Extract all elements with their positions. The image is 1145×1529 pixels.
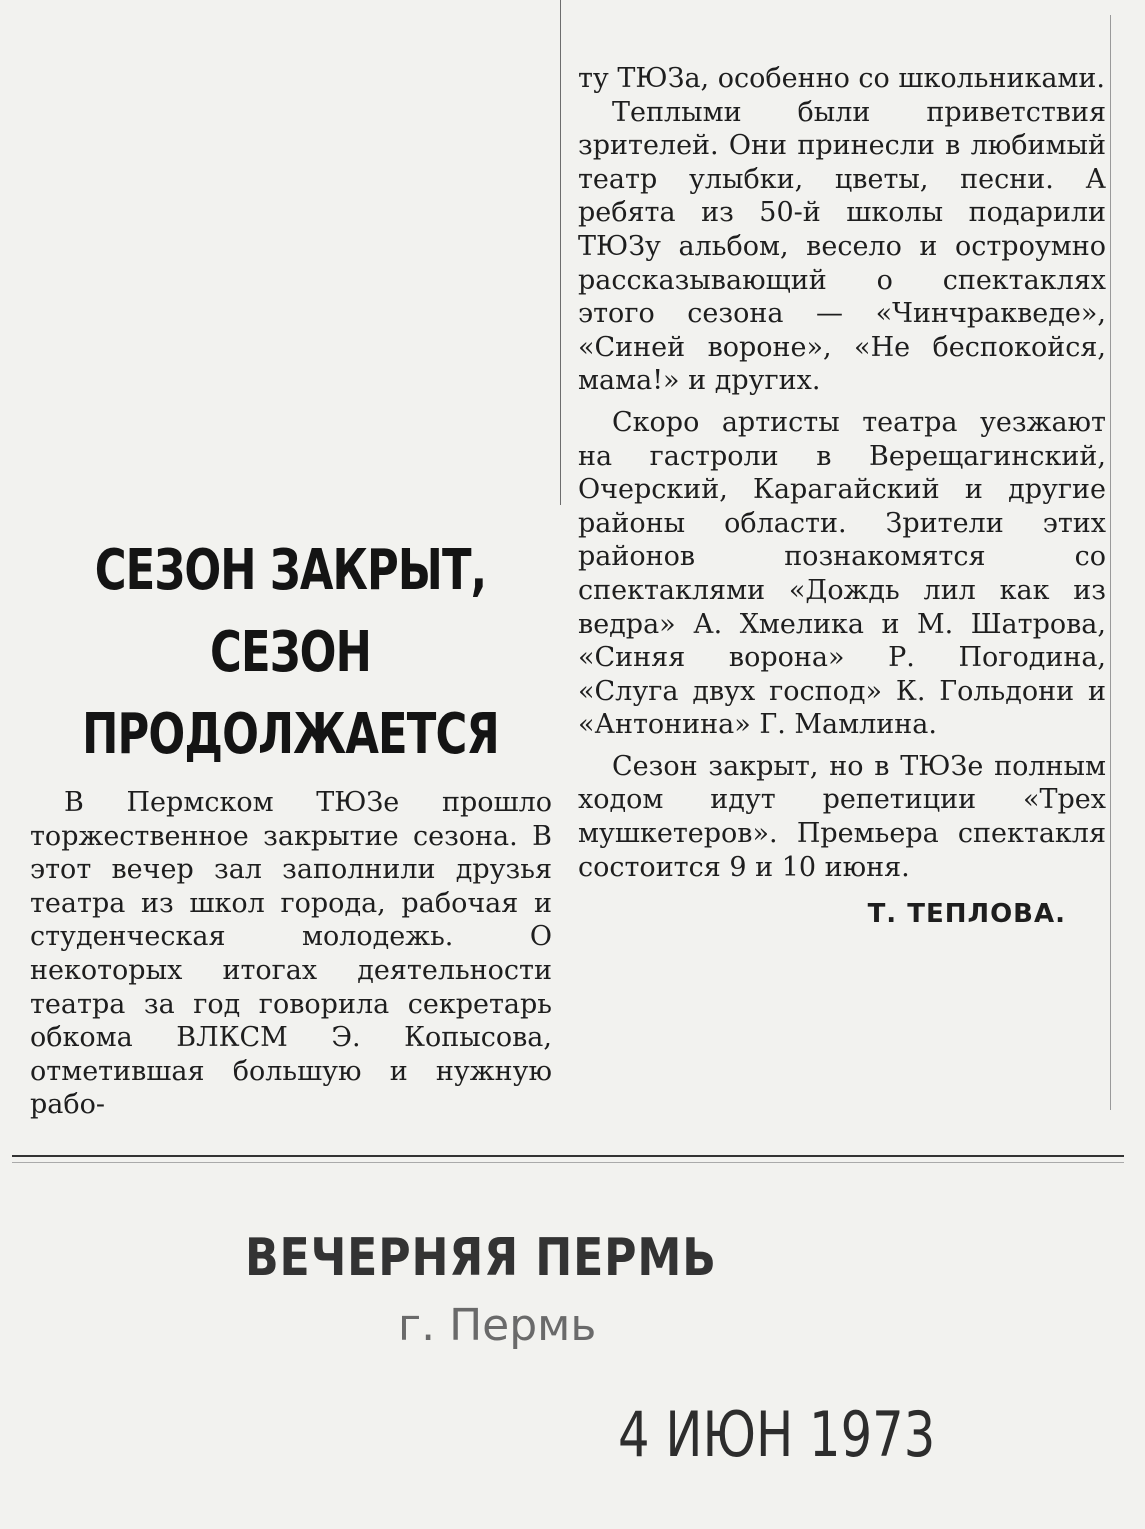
headline-line-2: СЕЗОН bbox=[210, 620, 371, 685]
column-divider bbox=[560, 0, 561, 505]
article-headline bbox=[65, 530, 517, 776]
article-paragraph: В Пермском ТЮЗе прошло торжественное закрытие сезона. В этот вечер зал заполнили друзья театра из школ города, рабочая и студенческая молодежь. О некоторых итогах деятельности театра за год говорила секретарь обкома ВЛКСМ Э. Копысова, отметившая большую и нужную рабо- bbox=[30, 787, 552, 1121]
clipping-edge bbox=[1110, 15, 1111, 1110]
article-paragraph: ту ТЮЗа, особенно со школьниками. bbox=[578, 63, 1106, 94]
article-paragraph: Скоро артисты театра уезжают на гастроли в Верещагинский, Очерский, Карагайский и другие районы области. Зрители этих районов познакомятся со спектаклями «Дождь лил как из ведра» А. Хмелика и М. Шатрова, «Синяя ворона» Р. Погодина, «Слуга двух господ» К. Гольдони и «Антонина» Г. Мамлина. bbox=[578, 406, 1106, 741]
article-paragraph: Сезон закрыт, но в ТЮЗе полным ходом идут репетиции «Трех мушкетеров». Премьера спектакля состоится 9 и 10 июня. bbox=[578, 750, 1106, 883]
article-column-left bbox=[30, 786, 552, 1122]
cut-line bbox=[12, 1155, 1124, 1157]
headline-line-3: ПРОДОЛЖАЕТСЯ bbox=[82, 702, 499, 767]
newspaper-stamp-city: г. Пермь bbox=[398, 1300, 597, 1351]
headline-line-1: СЕЗОН ЗАКРЫТ, bbox=[94, 538, 487, 603]
date-stamp: 4 ИЮН 1973 bbox=[618, 1398, 936, 1471]
author-signature: Т. ТЕПЛОВА. bbox=[867, 899, 1066, 930]
article-column-right bbox=[578, 62, 1106, 932]
cut-line-thin bbox=[12, 1162, 1124, 1163]
newspaper-stamp-title: ВЕЧЕРНЯЯ ПЕРМЬ bbox=[245, 1228, 717, 1288]
article-paragraph: Теплыми были приветствия зрителей. Они принесли в любимый театр улыбки, цветы, песни. А ребята из 50-й школы подарили ТЮЗу альбом, весело и остроумно рассказывающий о спектаклях этого сезона — «Чинчракведе», «Синей вороне», «Не беспокойся, мама!» и других. bbox=[578, 96, 1106, 397]
